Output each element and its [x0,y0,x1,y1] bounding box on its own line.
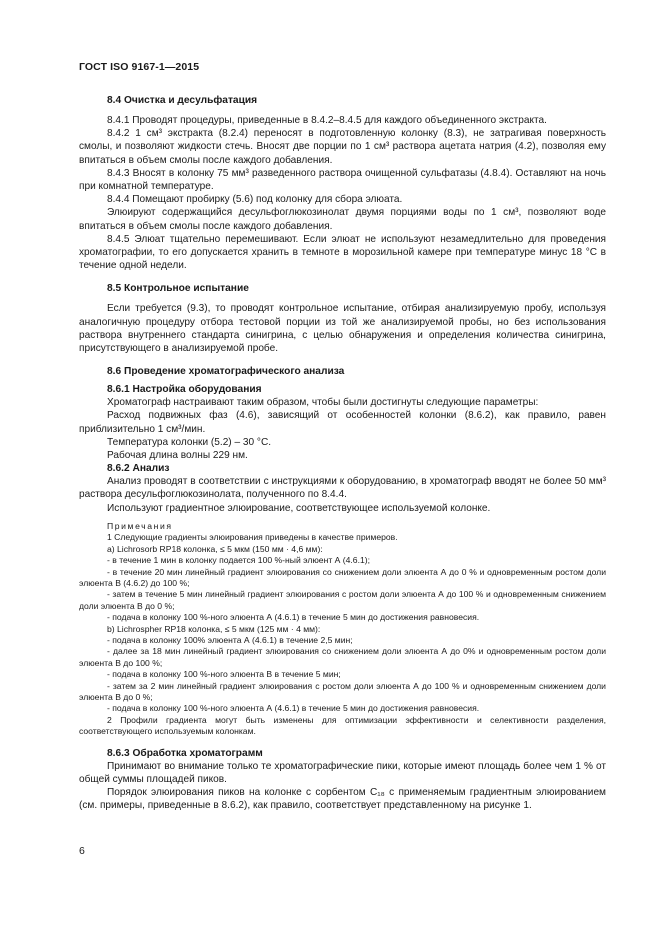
paragraph: 8.4.1 Проводят процедуры, приведенные в 8.4.2–8.4.5 для каждого объединенного экстракта. [107,115,547,126]
paragraph: Если требуется (9.3), то проводят контрольное испытание, отбирая анализируемую пробу, используя аналогичную процедуру отбора тестовой порции из той же анализируемой пробы, но без использования раствора внутреннего стандарта синигрина, с целью обнаружения и определения количества синигрина, присутствующего в анализируемой пробе. [79,303,606,355]
paragraph: Порядок элюирования пиков на колонке с сорбентом C₁₈ с применяемым градиентным элюированием (см. примеры, приведенные в 8.6.2), как правило, соответствует представленному на рисунке 1. [79,787,606,812]
page-number: 6 [79,845,85,857]
paragraph: Температура колонки (5.2) – 30 °С. [107,436,272,448]
paragraph: 8.4.2 1 см³ экстракта (8.2.4) переносят в подготовленную колонку (8.3), не затрагивая поверхность смолы, и позволяют жидкости стечь. Вносят две порции по 1 см³ раствора ацетата натрия (4.2), позволяя ему впитаться в объем смолы после каждого добавления. [79,128,606,166]
note-item: - в течение 20 мин линейный градиент элюирования со снижением доли элюента А до 0 % и одновременным ростом доли элюента В (4.6.2) до 100 %; [79,566,606,588]
section-8-6-2-heading: 8.6.2 Анализ [107,463,170,475]
notes-block [79,521,606,738]
note-item: - затем в течение 5 мин линейный градиент элюирования с ростом доли элюента А до 100 % и одновременным снижением доли элюента В до 0 %; [79,589,606,611]
note-item: - подача в колонку 100% элюента А (4.6.1) в течение 2,5 мин; [107,634,353,645]
note-item: 2 Профили градиента могут быть изменены для оптимизации эффективности и селективности разделения, соответствующего используемым колонкам. [79,714,606,737]
section-8-4-heading: 8.4 Очистка и десульфатация [107,95,258,106]
note-item: - затем за 2 мин линейный градиент элюирования с ростом доли элюента А до 100 % и одновременным снижением доли элюента В до 0 %; [79,680,606,702]
notes-title: Примечания [107,520,173,531]
section-8-6-3-heading: 8.6.3 Обработка хроматограмм [107,747,263,759]
paragraph: 8.4.5 Элюат тщательно перемешивают. Если элюат не используют незамедлительно для проведения хроматографии, то его допускается хранить в темноте в морозильной камере при температуре минус 18 °С в течение одной недели. [79,233,606,272]
paragraph: 8.4.4 Помещают пробирку (5.6) под колонку для сбора элюата. [107,194,403,206]
note-item: - в течение 1 мин в колонку подается 100 %-ный элюент А (4.6.1); [107,555,370,566]
note-item: - подача в колонку 100 %-ного элюента А (4.6.1) в течение 5 мин до достижения равновесия. [107,703,480,714]
note-item: - далее за 18 мин линейный градиент элюирования со снижением доли элюента А до 0% и одновременным ростом доли элюента В до 100 %; [79,646,606,668]
paragraph: Анализ проводят в соответствии с инструкциями к оборудованию, в хроматограф вводят не более 50 мм³ раствора десульфоглюкозинолата, полученного по 8.4.4. [79,476,606,501]
paragraph: Расход подвижных фаз (4.6), зависящий от особенностей колонки (8.6.2), как правило, равен приблизительно 1 см³/мин. [79,410,606,435]
paragraph: Используют градиентное элюирование, соответствующее используемой колонке. [107,502,491,514]
note-item: b) Lichrospher RP18 колонка, ≤ 5 мкм (125 мм · 4 мм): [107,623,321,634]
paragraph: Рабочая длина волны 229 нм. [107,450,248,462]
paragraph: Хроматограф настраивают таким образом, чтобы были достигнуты следующие параметры: [107,397,539,409]
section-8-6-1-heading: 8.6.1 Настройка оборудования [107,384,262,396]
section-8-5-heading: 8.5 Контрольное испытание [107,283,249,295]
paragraph: Принимают во внимание только те хроматографические пики, которые имеют площадь более чем 1 % от общей суммы площадей пиков. [79,760,606,785]
page-content [79,94,606,812]
paragraph: Элюируют содержащийся десульфоглюкозинолат двумя порциями воды по 1 см³, позволяют воде впитаться в объем смолы после каждого добавления. [79,207,606,232]
paragraph: 8.4.3 Вносят в колонку 75 мм³ разведенного раствора очищенной сульфатазы (4.8.4). Оставляют на ночь при комнатной температуре. [79,167,606,193]
note-item: - подача в колонку 100 %-ного элюента В в течение 5 мин; [107,669,341,680]
standard-header: ГОСТ ISO 9167-1—2015 [79,61,200,73]
note-item: 1 Следующие градиенты элюирования приведены в качестве примеров. [107,532,398,543]
note-item: a) Lichrosorb RP18 колонка, ≤ 5 мкм (150 мм · 4,6 мм): [107,543,323,554]
note-item: - подача в колонку 100 %-ного элюента А (4.6.1) в течение 5 мин до достижения равновесия. [107,612,480,623]
section-8-6-heading: 8.6 Проведение хроматографического анализа [107,366,345,378]
